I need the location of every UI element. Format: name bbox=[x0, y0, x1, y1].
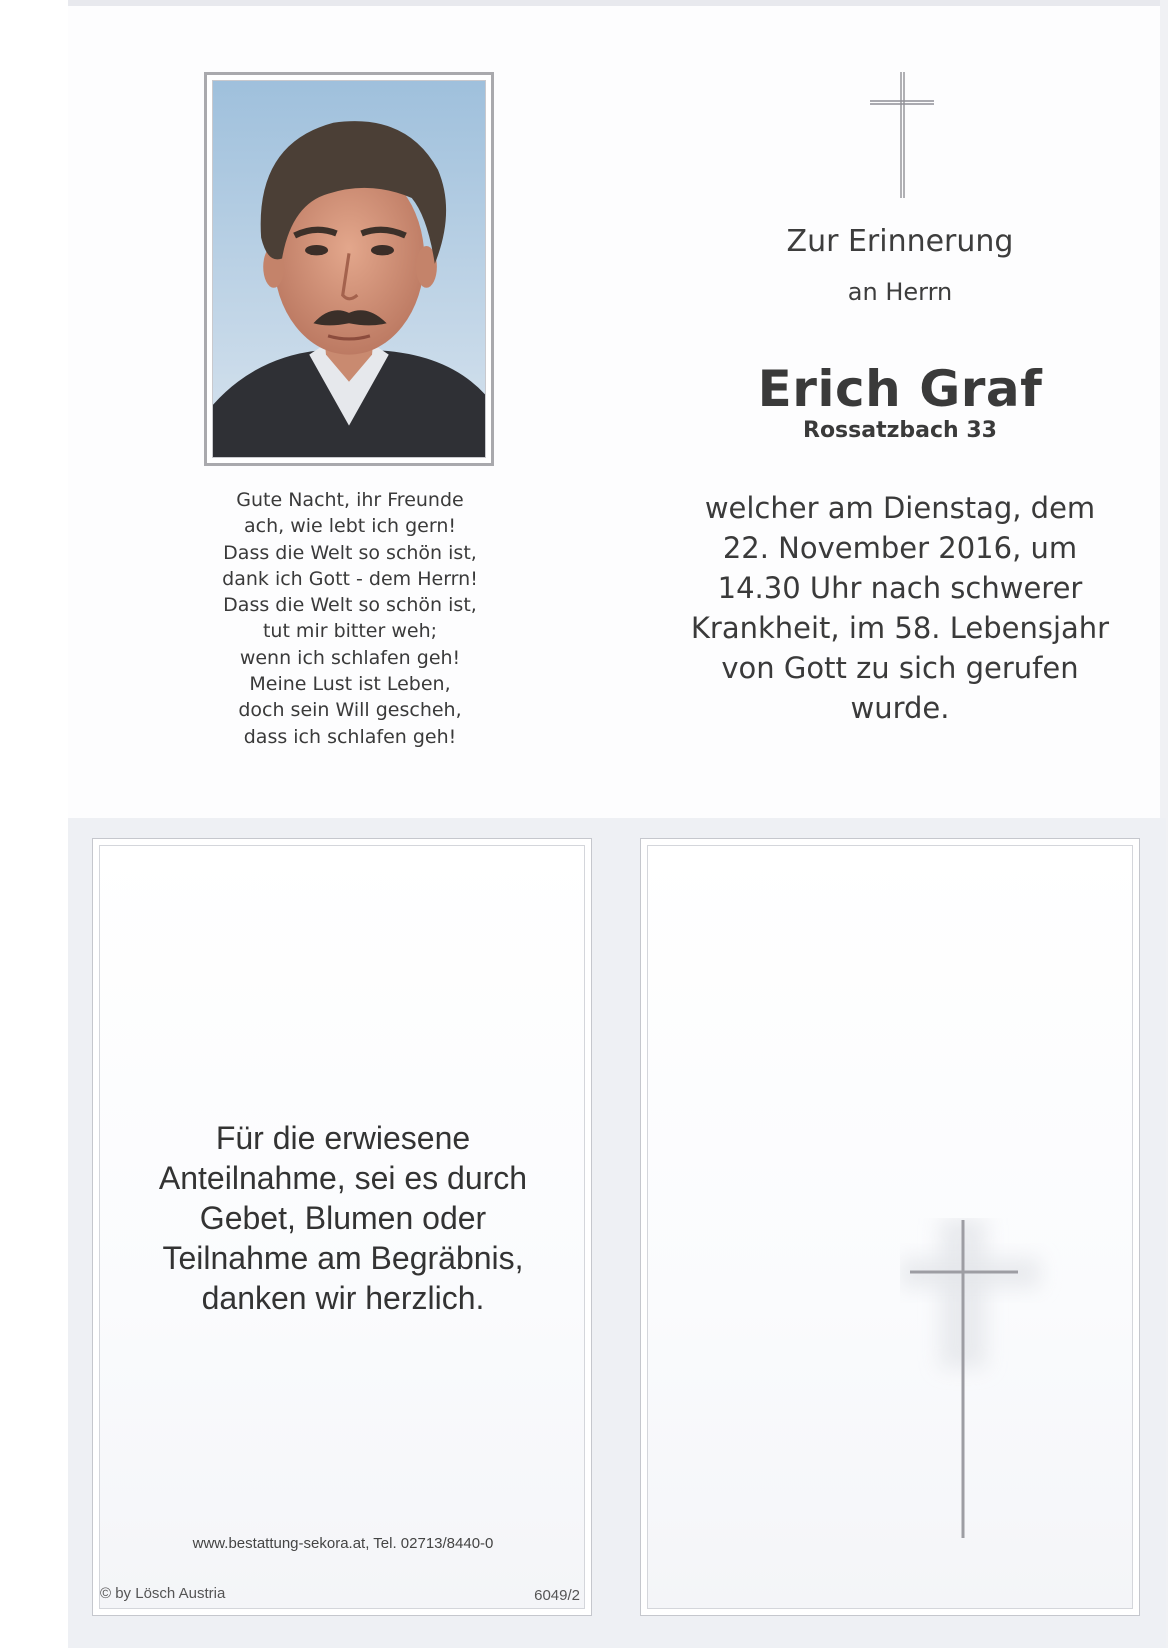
poem-line: ach, wie lebt ich gern! bbox=[244, 515, 456, 538]
memorial-heading: Zur Erinnerung bbox=[786, 224, 1014, 259]
poem-line: Meine Lust ist Leben, bbox=[249, 673, 451, 696]
poem-line: wenn ich schlafen geh! bbox=[239, 646, 461, 669]
portrait-frame bbox=[204, 72, 494, 466]
announcement-line: welcher am Dienstag, dem bbox=[704, 491, 1096, 525]
large-cross-icon bbox=[900, 1218, 1080, 1558]
announcement-line: wurde. bbox=[850, 691, 950, 725]
thanks-line: Teilnahme am Begräbnis, bbox=[162, 1240, 524, 1276]
portrait-image bbox=[213, 81, 485, 457]
thanks-line: Für die erwiesene bbox=[215, 1120, 471, 1156]
announcement-line: 14.30 Uhr nach schwerer bbox=[717, 571, 1083, 605]
poem-line: Gute Nacht, ihr Freunde bbox=[236, 489, 464, 511]
poem-line: Dass die Welt so schön ist, bbox=[223, 541, 477, 564]
poem-line: dass ich schlafen geh! bbox=[243, 725, 457, 748]
thanks-line: Anteilnahme, sei es durch bbox=[158, 1160, 528, 1196]
cross-icon bbox=[870, 72, 934, 198]
poem-line: doch sein Will gescheh, bbox=[238, 699, 462, 722]
announcement-line: 22. November 2016, um bbox=[722, 531, 1078, 565]
announcement-line: von Gott zu sich gerufen bbox=[721, 651, 1079, 685]
announcement-line: Krankheit, im 58. Lebensjahr bbox=[690, 611, 1110, 645]
scan-margin bbox=[0, 0, 68, 1648]
poem-line: Dass die Welt so schön ist, bbox=[223, 594, 477, 617]
poem-line: tut mir bitter weh; bbox=[262, 620, 438, 643]
copyright-notice: © by Lösch Austria bbox=[100, 1585, 226, 1602]
memorial-subheading: an Herrn bbox=[847, 278, 953, 306]
product-code: 6049/2 bbox=[534, 1587, 580, 1604]
deceased-address: Rossatzbach 33 bbox=[803, 418, 997, 443]
thanks-message bbox=[120, 1118, 566, 1318]
thanks-line: Gebet, Blumen oder bbox=[199, 1200, 487, 1236]
top-edge bbox=[68, 0, 1166, 6]
portrait-photo bbox=[212, 80, 486, 458]
death-announcement bbox=[690, 488, 1110, 728]
thanks-line: danken wir herzlich. bbox=[201, 1280, 485, 1316]
poem bbox=[190, 487, 510, 750]
funeral-home-contact: www.bestattung-sekora.at, Tel. 02713/8440-0 bbox=[192, 1535, 494, 1552]
poem-line: dank ich Gott - dem Herrn! bbox=[222, 567, 478, 590]
deceased-name: Erich Graf bbox=[757, 360, 1043, 418]
